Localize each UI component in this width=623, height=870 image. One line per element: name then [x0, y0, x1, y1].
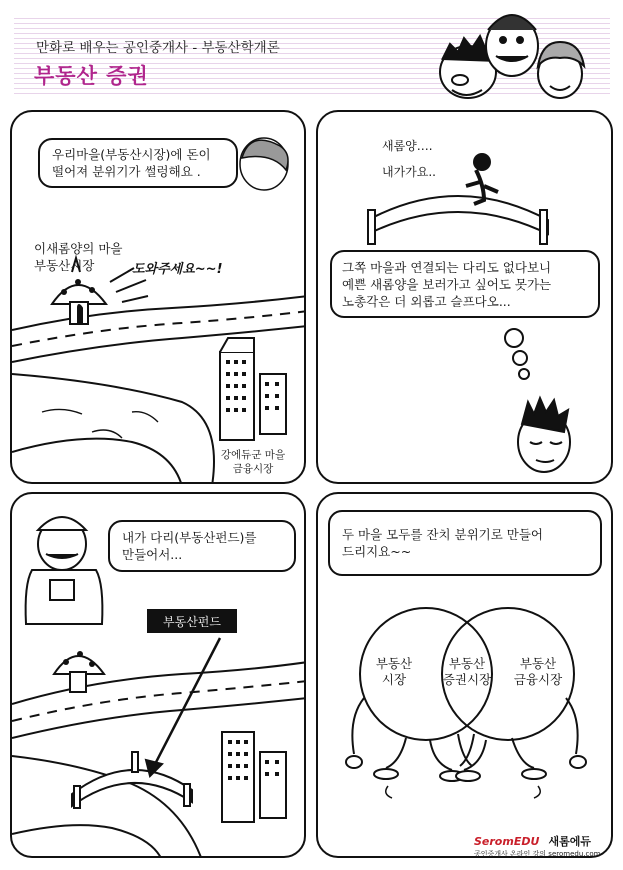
- page-header: [14, 14, 610, 98]
- venn-middle-label: 부동산 증권시장: [442, 656, 492, 687]
- panel-1-speech-bubble: 우리마을(부동산시장)에 돈이 떨어져 분위기가 썰렁해요 .: [38, 138, 238, 188]
- walker-line-2: 내가가요..: [382, 165, 436, 179]
- panel-4-speech-bubble: 두 마을 모두를 잔치 분위기로 만들어 드리지요~~: [328, 510, 602, 576]
- panel-4: [316, 492, 613, 858]
- panel-2-narration-bubble: 그쪽 마을과 연결되는 다리도 없다보니 예쁜 새롬양을 보러가고 싶어도 못가는 노총각은 더 외롭고 슬프다오...: [330, 250, 600, 318]
- panel-3: [10, 492, 306, 858]
- village-label: 이새롬양의 마을 부동산시장: [34, 241, 123, 273]
- venn-right-label: 부동산 금융시장: [513, 656, 563, 687]
- venn-left-label: 부동산 시장: [375, 656, 413, 687]
- brand-tagline: 공인중개사 온라인 강의 seromedu.com: [474, 850, 601, 858]
- city-label: 강에듀군 마을 금융시장: [220, 449, 286, 475]
- brand-logo: [474, 830, 602, 858]
- panel-3-speech-bubble: 내가 다리(부동산펀드)를 만들어서...: [108, 520, 296, 572]
- page-title: 부동산 증권: [34, 64, 149, 88]
- brand-name-en: Serom: [474, 835, 514, 848]
- walker-line-1: 새롬양….: [382, 139, 433, 153]
- brand-name-ko: 새롬에듀: [548, 835, 592, 848]
- help-shout: 도와주세요~~!: [132, 262, 223, 277]
- brand-name-en-suffix: EDU: [513, 835, 540, 848]
- page-subtitle: 만화로 배우는 공인중개사 - 부동산학개론: [36, 40, 280, 56]
- panel-1: [10, 110, 306, 484]
- panel-2: [316, 110, 613, 484]
- fund-label: 부동산펀드: [147, 609, 237, 633]
